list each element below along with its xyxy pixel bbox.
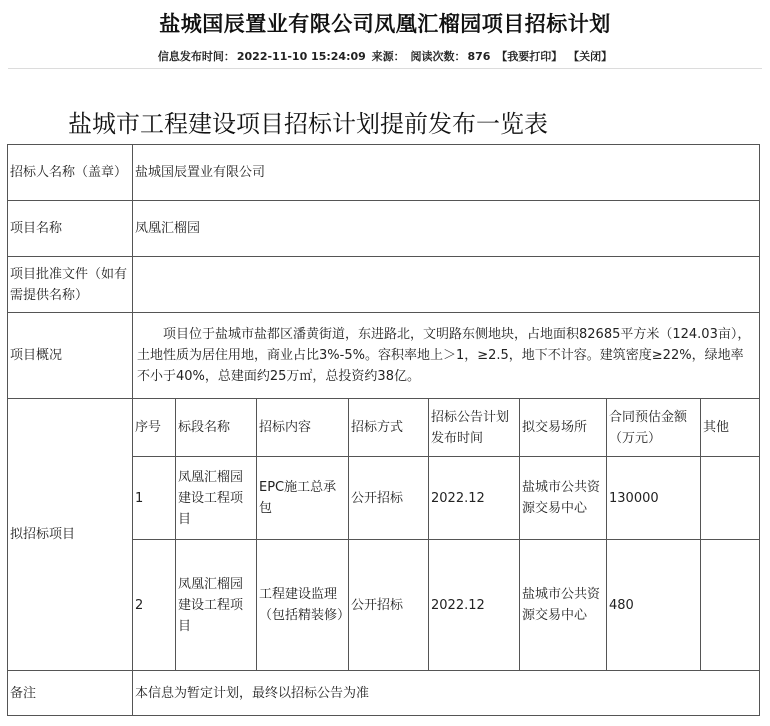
table-row: [8, 145, 760, 201]
item-section: 凤凰汇榴园建设工程项目: [176, 457, 257, 540]
table-row: [8, 201, 760, 257]
column-header: 标段名称: [176, 399, 257, 457]
views-label: 阅读次数：: [410, 50, 466, 63]
article-meta: [0, 48, 770, 64]
item-content: EPC施工总承包: [257, 457, 349, 540]
project-name-label: 项目名称: [8, 201, 133, 257]
tender-plan-table: [7, 144, 760, 716]
item-no: 2: [133, 540, 176, 671]
publish-time: 2022-11-10 15:24:09: [236, 50, 366, 63]
item-amount: 480: [607, 540, 701, 671]
item-date: 2022.12: [429, 540, 520, 671]
item-section: 凤凰汇榴园建设工程项目: [176, 540, 257, 671]
item-venue: 盐城市公共资源交易中心: [520, 540, 607, 671]
plan-label: 拟招标项目: [8, 399, 133, 671]
table-header-row: [8, 399, 760, 457]
item-content: 工程建设监理（包括精装修）: [257, 540, 349, 671]
column-header: 拟交易场所: [520, 399, 607, 457]
item-method: 公开招标: [349, 457, 429, 540]
document-title: 盐城市工程建设项目招标计划提前发布一览表: [68, 110, 548, 138]
column-header: 招标方式: [349, 399, 429, 457]
item-venue: 盐城市公共资源交易中心: [520, 457, 607, 540]
item-other: [701, 457, 760, 540]
item-no: 1: [133, 457, 176, 540]
table-row: [8, 671, 760, 716]
column-header: 招标公告计划发布时间: [429, 399, 520, 457]
tenderer-label: 招标人名称（盖章）: [8, 145, 133, 201]
summary-value: 项目位于盐城市盐都区潘黄街道，东进路北，文明路东侧地块，占地面积82685平方米（124.03亩），土地性质为居住用地，商业占比3%-5%。容积率地上＞1，≥2.5，地下不计容。建筑密度≥22%，绿地率不小于40%，总建面约25万㎡，总投资约38亿。: [133, 313, 760, 399]
approval-value: [133, 257, 760, 313]
remark-label: 备注: [8, 671, 133, 716]
table-row: [8, 313, 760, 399]
column-header: 其他: [701, 399, 760, 457]
remark-value: 本信息为暂定计划，最终以招标公告为准: [133, 671, 760, 716]
item-date: 2022.12: [429, 457, 520, 540]
project-name-value: 凤凰汇榴园: [133, 201, 760, 257]
close-link[interactable]: 【关闭】: [568, 50, 613, 63]
summary-label: 项目概况: [8, 313, 133, 399]
column-header: 招标内容: [257, 399, 349, 457]
item-method: 公开招标: [349, 540, 429, 671]
table-row: [8, 257, 760, 313]
item-amount: 130000: [607, 457, 701, 540]
view-count: 876: [467, 50, 491, 63]
page-title: 盐城国辰置业有限公司凤凰汇榴园项目招标计划: [159, 12, 611, 36]
print-link[interactable]: 【我要打印】: [496, 50, 563, 63]
column-header: 合同预估金额（万元）: [607, 399, 701, 457]
column-header: 序号: [133, 399, 176, 457]
approval-label: 项目批准文件（如有需提供名称）: [8, 257, 133, 313]
source-label: 来源：: [371, 50, 405, 63]
header-divider: [8, 68, 762, 69]
item-other: [701, 540, 760, 671]
publish-time-label: 信息发布时间：: [157, 50, 235, 63]
tenderer-value: 盐城国辰置业有限公司: [133, 145, 760, 201]
